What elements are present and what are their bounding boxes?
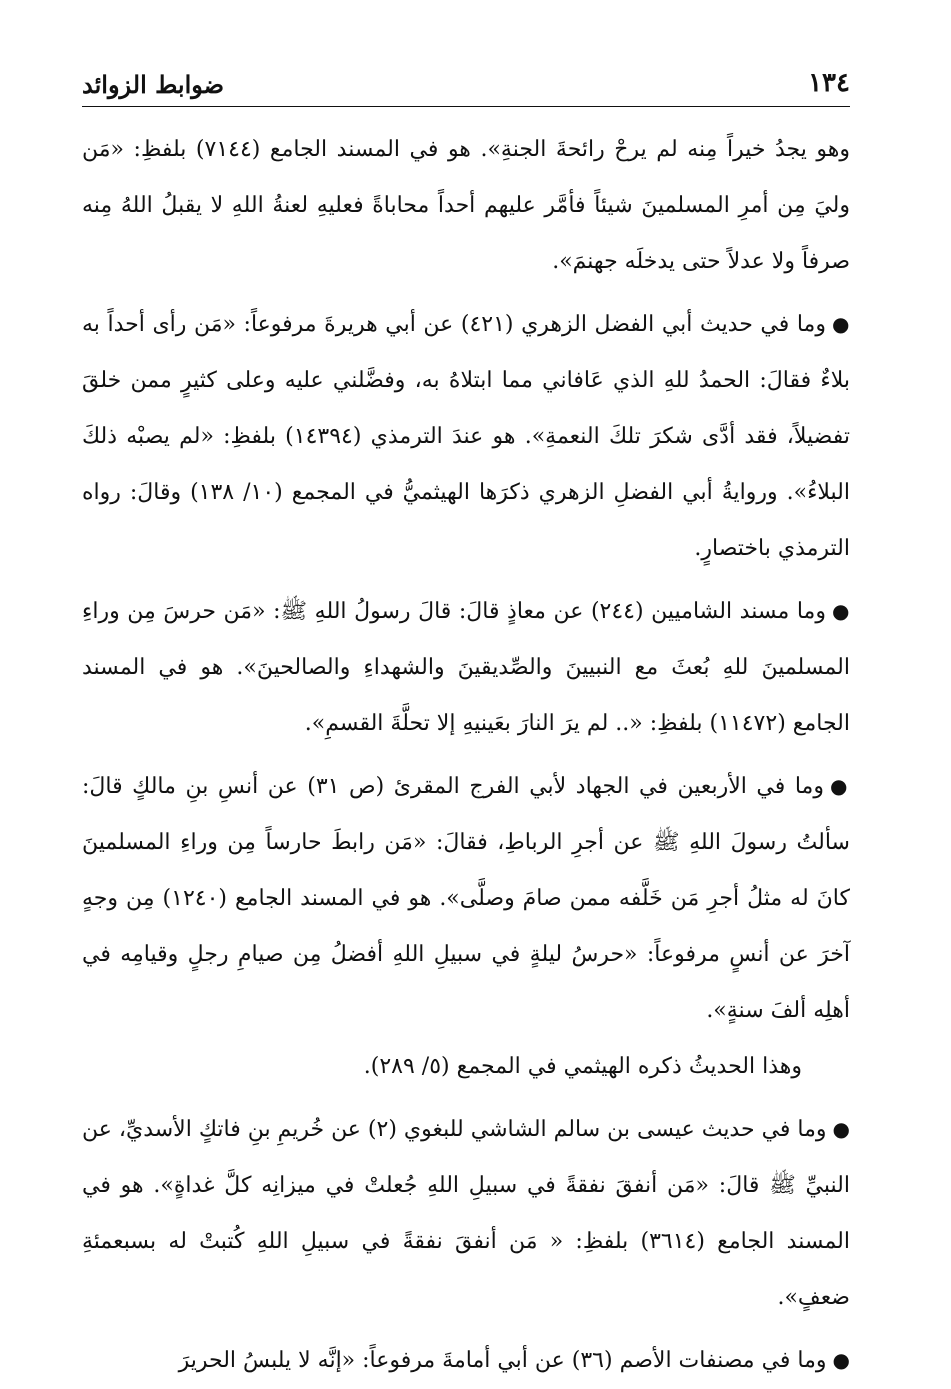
bullet-paragraph — [82, 583, 850, 752]
paragraph-text: وما مسند الشاميين (٢٤٤) عن معاذٍ قالَ: قالَ رسولُ اللهِ ﷺ: «مَن حرسَ مِن وراءِ المسلمينَ للهِ بُعثَ مع النبيينَ والصِّديقينَ والشهداءِ والصالحينَ». هو في المسند الجامع (١١٤٧٢) بلفظِ: «.. لم يرَ النارَ بعَينيهِ إلا تحلَّةَ القسمِ». — [82, 599, 850, 736]
paragraph-text: وما في الأربعين في الجهاد لأبي الفرج المقرئ (ص ٣١) عن أنسِ بنِ مالكٍ قالَ: سألتُ رسولَ اللهِ ﷺ عن أجرِ الرباطِ، فقالَ: «مَن رابطَ حارساً مِن وراءِ المسلمينَ كانَ له مثلُ أجرِ مَن خَلَّفه ممن صامَ وصلَّى». هو في المسند الجامع (١٢٤٠) مِن وجهٍ آخرَ عن أنسٍ مرفوعاً: «حرسُ ليلةٍ في سبيلِ اللهِ أفضلُ مِن صيامِ رجلٍ وقيامِه في أهلِه ألفَ سنةٍ». — [82, 774, 850, 1023]
bullet-paragraph — [82, 296, 850, 577]
page-number: ١٣٤ — [808, 68, 850, 98]
paragraph-text: وما في حديث عيسى بن سالم الشاشي للبغوي (٢) عن خُريمِ بنِ فاتكٍ الأسديِّ، عن النبيِّ ﷺ قالَ: «مَن أنفقَ نفقةً في سبيلِ اللهِ جُعلتْ في ميزانِه كلَّ غداةٍ». هو في المسند الجامع (٣٦١٤) بلفظِ: « مَن أنفقَ نفقةً في سبيلِ اللهِ كُتبتْ له بسبعمئةِ ضعفٍ». — [82, 1117, 850, 1310]
bullet-icon: ● — [831, 312, 850, 336]
page-header — [82, 68, 850, 104]
bullet-icon: ● — [831, 599, 850, 623]
paragraph-text: وهذا الحديثُ ذكره الهيثمي في المجمع (٥/ ٢٨٩). — [363, 1054, 802, 1079]
paragraph-text: وما في حديث أبي الفضل الزهري (٤٢١) عن أبي هريرةَ مرفوعاً: «مَن رأى أحداً به بلاءٌ فقالَ: الحمدُ للهِ الذي عَافاني مما ابتلاهُ به، وفضَّلني عليه وعلى كثيرٍ ممن خلقَ تفضيلاً، فقد أدَّى شكرَ تلكَ النعمةِ». هو عندَ الترمذي (١٤٣٩٤) بلفظِ: «لم يصبْه ذلكَ البلاءُ». وروايةُ أبي الفضلِ الزهري ذكرَها الهيثميُّ في المجمع (١٠/ ١٣٨) وقالَ: رواه الترمذي باختصارٍ. — [82, 312, 850, 561]
running-title: ضوابط الزوائد — [82, 70, 225, 99]
paragraph-text: وهو يجدُ خيراً مِنه لم يرحْ رائحةَ الجنةِ». هو في المسند الجامع (٧١٤٤) بلفظِ: «مَن وليَ مِن أمرِ المسلمينَ شيئاً فأمَّر عليهم أحداً محاباةً فعليهِ لعنةُ اللهِ لا يقبلُ اللهُ مِنه صرفاً ولا عدلاً حتى يدخلَه جهنمَ». — [82, 137, 850, 274]
paragraph — [82, 122, 850, 290]
bullet-paragraph — [82, 1101, 850, 1326]
bullet-icon: ● — [832, 1348, 850, 1372]
bullet-paragraph — [82, 1332, 850, 1389]
page-body — [82, 122, 850, 1389]
paragraph-text: وما في مصنفات الأصم (٣٦) عن أبي أمامةَ مرفوعاً: «إنَّه لا يلبسُ الحريرَ — [178, 1348, 827, 1373]
bullet-icon: ● — [829, 774, 850, 798]
bullet-icon: ● — [832, 1117, 850, 1141]
header-divider — [82, 106, 850, 107]
bullet-paragraph — [82, 758, 850, 1039]
paragraph — [82, 1039, 850, 1095]
